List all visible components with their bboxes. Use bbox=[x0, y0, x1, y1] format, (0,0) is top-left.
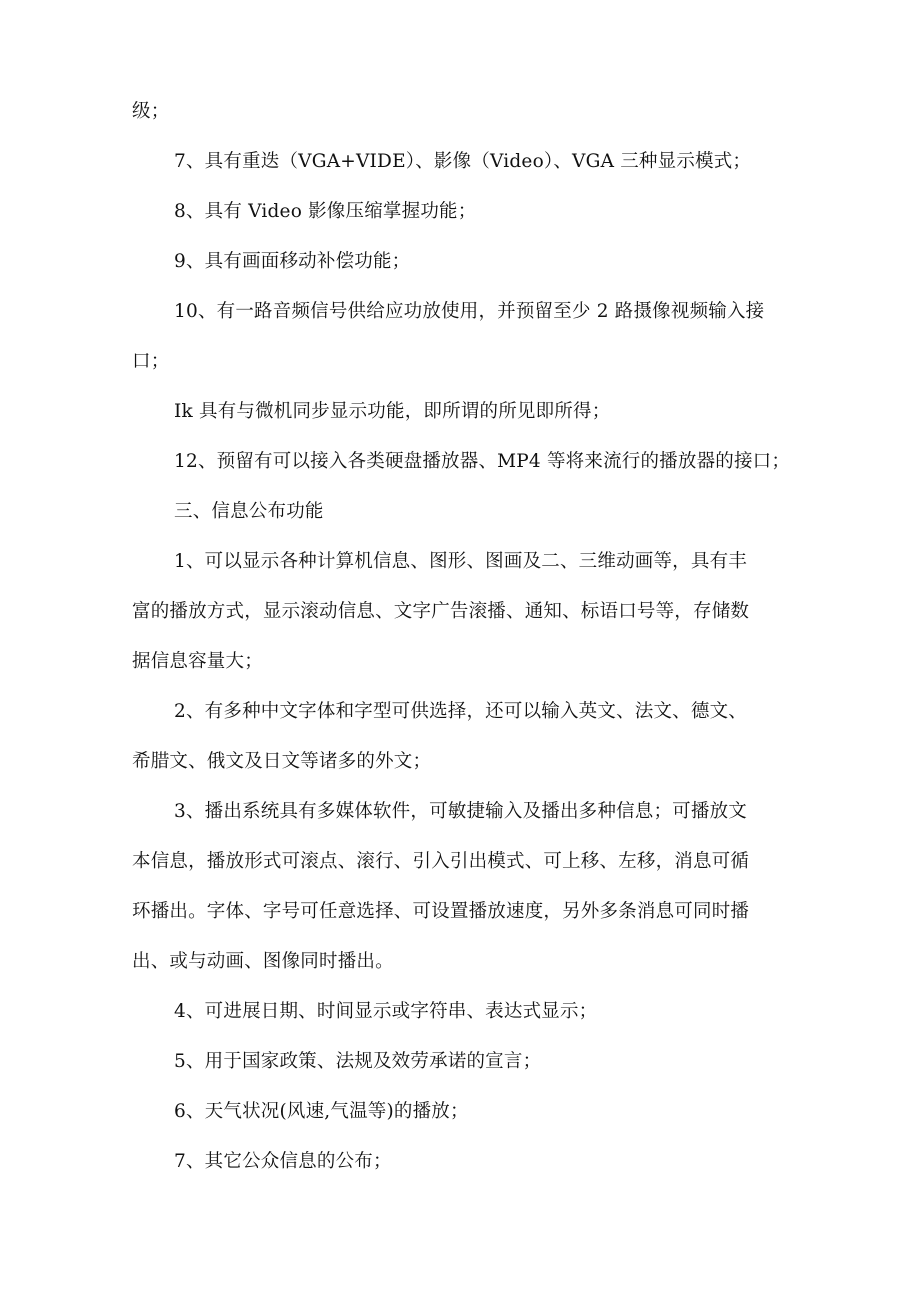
text-line-8: 12、预留有可以接入各类硬盘播放器、MP4 等将来流行的播放器的接口； bbox=[174, 451, 791, 472]
text-line-19: 4、可进展日期、时间显示或字符串、表达式显示； bbox=[174, 1001, 598, 1022]
text-line-4: 9、具有画面移动补偿功能； bbox=[174, 251, 411, 272]
text-line-18: 出、或与动画、图像同时播出。 bbox=[132, 951, 394, 972]
text-line-7: Ik 具有与微机同步显示功能，即所谓的所见即所得； bbox=[174, 401, 611, 422]
text-line-1: 级； bbox=[132, 101, 170, 122]
text-line-22: 7、其它公众信息的公布； bbox=[174, 1151, 392, 1172]
text-line-21: 6、天气状况(风速,气温等)的播放； bbox=[174, 1101, 469, 1122]
text-line-5: 10、有一路音频信号供给应功放使用，并预留至少 2 路摄像视频输入接 bbox=[174, 301, 765, 322]
text-line-3: 8、具有 Video 影像压缩掌握功能； bbox=[174, 201, 477, 222]
text-line-12: 据信息容量大； bbox=[132, 651, 263, 672]
text-line-20: 5、用于国家政策、法规及效劳承诺的宣言； bbox=[174, 1051, 542, 1072]
text-line-15: 3、播出系统具有多媒体软件，可敏捷输入及播出多种信息；可播放文 bbox=[174, 801, 747, 822]
text-line-2: 7、具有重迭（VGA+VIDE）、影像（Video）、VGA 三种显示模式； bbox=[174, 151, 752, 172]
text-line-11: 富的播放方式，显示滚动信息、文字广告滚播、通知、标语口号等，存储数 bbox=[132, 601, 750, 622]
text-line-10: 1、可以显示各种计算机信息、图形、图画及二、三维动画等，具有丰 bbox=[174, 551, 747, 572]
text-line-17: 环播出。字体、字号可任意选择、可设置播放速度，另外多条消息可同时播 bbox=[132, 901, 750, 922]
text-line-16: 本信息，播放形式可滚点、滚行、引入引出模式、可上移、左移，消息可循 bbox=[132, 851, 750, 872]
section-heading: 三、信息公布功能 bbox=[174, 501, 324, 522]
text-line-13: 2、有多种中文字体和字型可供选择，还可以输入英文、法文、德文、 bbox=[174, 701, 747, 722]
text-line-6: 口； bbox=[132, 351, 170, 372]
text-line-14: 希腊文、俄文及日文等诸多的外文； bbox=[132, 751, 432, 772]
